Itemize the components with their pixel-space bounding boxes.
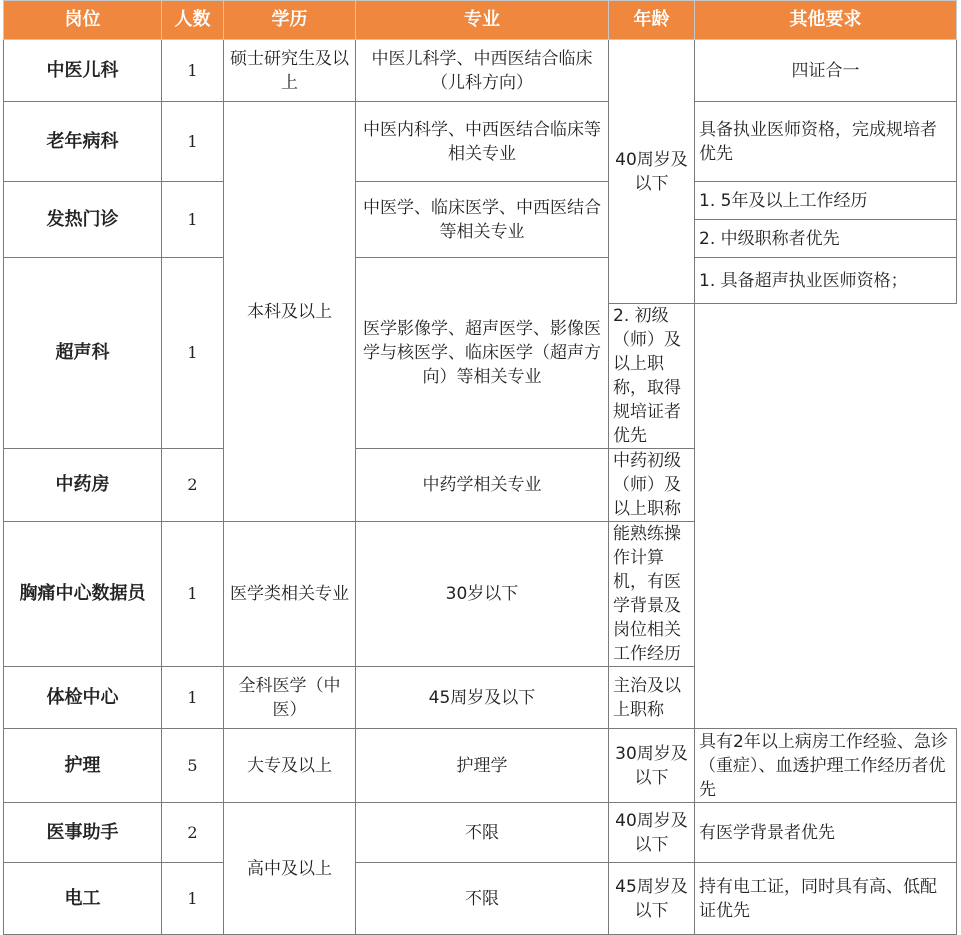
requirement-cell: 四证合一 xyxy=(695,40,957,102)
count-cell: 2 xyxy=(162,449,224,522)
requirement-cell: 2. 初级（师）及以上职称，取得规培证者优先 xyxy=(609,304,695,449)
requirement-cell: 具备执业医师资格，完成规培者优先 xyxy=(695,102,957,182)
post-cell: 电工 xyxy=(4,863,162,935)
table-row xyxy=(4,258,957,304)
table-row xyxy=(4,40,957,102)
table-row xyxy=(4,803,957,863)
header-count: 人数 xyxy=(162,1,224,40)
requirement-cell: 持有电工证，同时具有高、低配证优先 xyxy=(695,863,957,935)
count-cell: 1 xyxy=(162,667,224,729)
count-cell: 2 xyxy=(162,803,224,863)
post-cell: 超声科 xyxy=(4,258,162,449)
post-cell: 胸痛中心数据员 xyxy=(4,522,162,667)
age-cell: 45周岁及以下 xyxy=(609,863,695,935)
major-cell: 中药学相关专业 xyxy=(356,449,609,522)
count-cell: 5 xyxy=(162,729,224,803)
age-cell: 40周岁及以下 xyxy=(609,803,695,863)
major-cell: 医学影像学、超声医学、影像医学与核医学、临床医学（超声方向）等相关专业 xyxy=(356,258,609,449)
table-row xyxy=(4,182,957,220)
education-cell-merged: 高中及以上 xyxy=(224,803,356,935)
header-education: 学历 xyxy=(224,1,356,40)
major-cell: 中医学、临床医学、中西医结合等相关专业 xyxy=(356,182,609,258)
requirement-cell: 主治及以上职称 xyxy=(609,667,695,729)
count-cell: 1 xyxy=(162,102,224,182)
table-row xyxy=(4,863,957,935)
header-age: 年龄 xyxy=(609,1,695,40)
major-cell: 中医内科学、中西医结合临床等相关专业 xyxy=(356,102,609,182)
education-cell: 硕士研究生及以上 xyxy=(224,40,356,102)
header-post: 岗位 xyxy=(4,1,162,40)
education-cell: 大专及以上 xyxy=(224,729,356,803)
post-cell: 发热门诊 xyxy=(4,182,162,258)
count-cell: 1 xyxy=(162,863,224,935)
count-cell: 1 xyxy=(162,40,224,102)
requirement-cell: 2. 中级职称者优先 xyxy=(695,220,957,258)
major-cell: 不限 xyxy=(356,803,609,863)
education-cell-merged: 本科及以上 xyxy=(224,102,356,522)
header-major: 专业 xyxy=(356,1,609,40)
post-cell: 体检中心 xyxy=(4,667,162,729)
recruitment-table xyxy=(3,0,957,935)
table-row xyxy=(4,729,957,803)
table-row xyxy=(4,449,957,522)
requirement-cell: 1. 具备超声执业医师资格； xyxy=(695,258,957,304)
table-header-row xyxy=(4,1,957,40)
major-cell: 中医儿科学、中西医结合临床（儿科方向） xyxy=(356,40,609,102)
header-other-requirements: 其他要求 xyxy=(695,1,957,40)
requirement-cell: 具有2年以上病房工作经验、急诊（重症）、血透护理工作经历者优先 xyxy=(695,729,957,803)
age-cell: 30岁以下 xyxy=(356,522,609,667)
major-cell: 医学类相关专业 xyxy=(224,522,356,667)
age-cell-merged: 40周岁及以下 xyxy=(609,40,695,304)
requirement-cell: 有医学背景者优先 xyxy=(695,803,957,863)
post-cell: 老年病科 xyxy=(4,102,162,182)
age-cell: 30周岁及以下 xyxy=(609,729,695,803)
count-cell: 1 xyxy=(162,258,224,449)
post-cell: 医事助手 xyxy=(4,803,162,863)
post-cell: 中药房 xyxy=(4,449,162,522)
requirement-cell: 中药初级（师）及以上职称 xyxy=(609,449,695,522)
requirement-cell: 能熟练操作计算机，有医学背景及岗位相关工作经历 xyxy=(609,522,695,667)
major-cell: 护理学 xyxy=(356,729,609,803)
post-cell: 中医儿科 xyxy=(4,40,162,102)
major-cell: 全科医学（中医） xyxy=(224,667,356,729)
count-cell: 1 xyxy=(162,182,224,258)
post-cell: 护理 xyxy=(4,729,162,803)
requirement-cell: 1. 5年及以上工作经历 xyxy=(695,182,957,220)
recruitment-table-container xyxy=(3,0,956,935)
table-row xyxy=(4,102,957,182)
age-cell: 45周岁及以下 xyxy=(356,667,609,729)
table-row xyxy=(4,522,957,667)
major-cell: 不限 xyxy=(356,863,609,935)
count-cell: 1 xyxy=(162,522,224,667)
table-row xyxy=(4,667,957,729)
